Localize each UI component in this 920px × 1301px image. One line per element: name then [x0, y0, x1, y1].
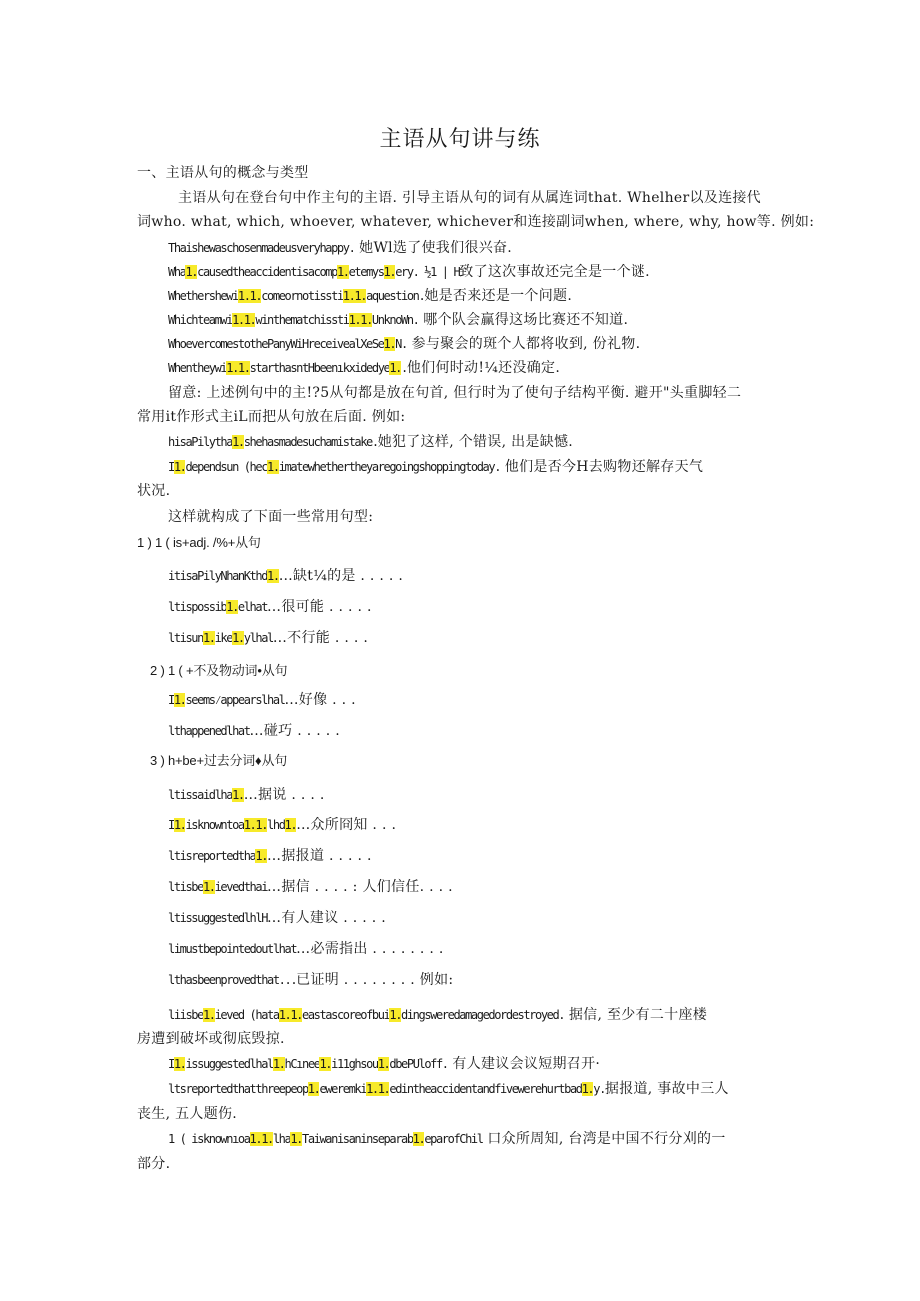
text-span: ery. ½1 | H — [395, 265, 460, 279]
text-span: lhd — [267, 818, 285, 832]
text-span: etemys — [348, 265, 384, 279]
text-span: …据报道 . . . . . — [267, 848, 372, 864]
highlighted-text: 1.1. — [348, 313, 372, 327]
text-span: …据信 . . . . : 人们信任. . . . — [267, 879, 453, 895]
text-span: 参与聚会的斑个人都将收到, 份礼物. — [406, 336, 641, 352]
highlighted-text: 1.1. — [243, 818, 268, 832]
highlighted-text: 1.1. — [278, 1008, 302, 1022]
highlighted-text: 1.1. — [237, 289, 262, 303]
text-span: Wha — [168, 265, 186, 279]
example-sentence — [168, 358, 560, 378]
text-span: ike — [214, 631, 233, 645]
text-span: ylhal — [243, 631, 273, 645]
text-span: 据信, 至少有二十座楼 — [564, 1007, 708, 1023]
highlighted-text: 1. — [290, 1132, 302, 1146]
text-span: …据说 . . . . — [243, 787, 325, 803]
text-span: hisaPilytha — [168, 435, 233, 449]
highlighted-text: 1. — [173, 1057, 186, 1071]
text-span: …很可能 . . . . . — [267, 599, 372, 615]
highlighted-text: 1.1. — [342, 289, 367, 303]
text-span: winthematchissti — [255, 313, 349, 327]
highlighted-text: 1. — [383, 337, 396, 351]
text-span: …必需指出 . . . . . . . . — [296, 941, 444, 957]
text-span: …碰巧 . . . . . — [249, 723, 340, 739]
highlighted-text: 1. — [267, 460, 279, 474]
example-sentence — [168, 432, 573, 452]
text-span: Thaishewaschosenmadeusveryhappy. — [168, 241, 355, 255]
pattern-item — [168, 846, 372, 866]
text-span: 他们是否今H去购物还解存天气 — [500, 459, 704, 475]
highlighted-text: 1. — [267, 569, 279, 583]
highlighted-text: 1.1. — [249, 1132, 273, 1146]
text-span: issuggestedlhal — [185, 1057, 273, 1071]
text-span: Whentheywi — [168, 361, 227, 375]
paragraph-line: 词who. what, which, whoever, whatever, whichever和连接副词when, where, why, how等. 例如: — [137, 214, 815, 230]
text-span: I — [168, 818, 174, 832]
text-span: dependsun (hec — [185, 460, 268, 474]
highlighted-text: 1. — [272, 1057, 285, 1071]
highlighted-text: 1.1. — [232, 313, 256, 327]
text-span: I — [168, 460, 174, 474]
text-span: lthappenedlhat — [168, 724, 250, 738]
pattern-item — [168, 970, 453, 990]
example-sentence — [168, 457, 703, 477]
text-span: eastascoreofbui — [302, 1008, 390, 1022]
pattern-item — [168, 785, 325, 805]
text-span: elhat — [237, 600, 268, 614]
page-title: 主语从句讲与练 — [379, 127, 541, 152]
highlighted-text: 1. — [284, 818, 297, 832]
note-line: 留意: 上述例句中的主!?5从句都是放在句首, 但行时为了使句子结构平衡. 避开"头重脚轻二 — [168, 385, 742, 401]
text-span: 她犯了这样, 个错误, 出是缺憾. — [377, 434, 574, 450]
highlighted-text: 1. — [307, 1082, 320, 1096]
text-span: causedtheaccidentisacomp — [197, 265, 337, 279]
text-span: edintheaccidentandfivewerehurtbad — [389, 1082, 582, 1096]
text-span: . — [401, 361, 407, 375]
pattern-item — [168, 939, 444, 959]
highlighted-text: 1. — [232, 788, 244, 802]
pattern-item — [168, 597, 372, 617]
highlighted-text: 1. — [202, 631, 215, 645]
text-span: ievedthai — [214, 880, 268, 894]
example-sentence — [168, 238, 512, 258]
text-span: 她是否来还是一个问题. — [424, 288, 573, 304]
text-span: lha — [272, 1132, 291, 1146]
highlighted-text: 1. — [173, 818, 186, 832]
pattern-item — [168, 721, 340, 741]
highlighted-text: 1. — [226, 600, 238, 614]
highlighted-text: 1. — [185, 265, 198, 279]
highlighted-text: 1.1. — [226, 361, 250, 375]
text-span: eweremki — [319, 1082, 367, 1096]
text-span: aquestion. — [366, 289, 425, 303]
highlighted-text: 1. — [202, 880, 215, 894]
highlighted-text: 1. — [232, 631, 244, 645]
text-span: 他们何时动!¼还没确定. — [406, 360, 561, 376]
highlighted-text: 1. — [319, 1057, 332, 1071]
highlighted-text: 1. — [232, 435, 244, 449]
example-sentence — [168, 1079, 729, 1099]
text-span: lthasbeenprovedthat... — [168, 973, 297, 987]
paragraph-line: 状况. — [137, 483, 171, 499]
text-span: …好像 . . . — [284, 692, 356, 708]
paragraph-line: 这样就构成了下面一些常用句型: — [168, 509, 374, 525]
text-span: itisaPilyNhanKthd — [168, 569, 268, 583]
pattern-heading: 3 ) h+be+过去分词♦从句 — [150, 753, 288, 768]
text-span: hCınee — [284, 1057, 320, 1071]
text-span: …众所冏知 . . . — [296, 817, 397, 833]
text-span: ltisreportedtha — [168, 849, 256, 863]
highlighted-text: 1. — [202, 1008, 215, 1022]
text-span: 已证明 . . . . . . . . 例如: — [296, 972, 454, 988]
note-line: 常用it作形式主iL而把从句放在后面. 例如: — [137, 409, 406, 425]
text-span: ltissaidlha — [168, 788, 233, 802]
text-span: 她Wl选了使我们很兴奋. — [354, 240, 513, 256]
highlighted-text: 1. — [389, 1008, 402, 1022]
text-span: 哪个队会赢得这场比赛还不知道. — [418, 312, 629, 328]
text-span: starthasntHbeenıkxidedye — [249, 361, 390, 375]
pattern-heading: 1 ) 1 ( is+adj. /%+从句 — [137, 535, 261, 550]
text-span: …不行能 . . . . — [272, 630, 369, 646]
pattern-item — [168, 566, 403, 586]
text-span: eparofChil — [424, 1132, 483, 1146]
text-span: 据报道, 事故中三人 — [604, 1081, 729, 1097]
text-span: seems⁄appearslhal — [185, 693, 285, 707]
text-span: UnknoWn. — [371, 313, 419, 327]
pattern-item — [168, 628, 368, 648]
text-span: WhoevercomestothePanyWiHreceivealXeSe — [168, 337, 384, 351]
text-span: ltisun — [168, 631, 203, 645]
highlighted-text: 1. — [581, 1082, 594, 1096]
pattern-heading: 2 ) 1 ( +不及物动词•从句 — [150, 663, 288, 678]
text-span: imatewhethertheyaregoingshoppingtoday. — [278, 460, 501, 474]
pattern-item — [168, 815, 396, 835]
text-span: Taiwanisaninseparab — [302, 1132, 413, 1146]
highlighted-text: 1. — [255, 849, 268, 863]
pattern-item — [168, 877, 453, 897]
highlighted-text: 1.1. — [366, 1082, 390, 1096]
paragraph-line: 房遭到破坏或彻底毁掠. — [137, 1031, 285, 1047]
text-span: ltissuggestedlhlH — [168, 911, 268, 925]
section-heading: 一、主语从句的概念与类型 — [137, 165, 309, 181]
text-span: i11ghsou — [331, 1057, 378, 1071]
example-sentence — [168, 286, 572, 306]
example-sentence — [168, 262, 650, 282]
highlighted-text: 1. — [173, 693, 186, 707]
text-span: comeornotissti — [261, 289, 343, 303]
paragraph-line: 主语从句在登台句中作主句的主语. 引导主语从句的词有从属连词that. Whelher以及连接代 — [178, 190, 761, 206]
text-span: I — [168, 693, 174, 707]
text-span: shehasmadesuchamistake. — [243, 435, 378, 449]
text-span: 1 ( isknownıoa — [168, 1132, 250, 1146]
example-sentence — [168, 1005, 707, 1025]
text-span: 口众所周知, 台湾是中国不行分刈的一 — [482, 1131, 726, 1147]
text-span: isknowntoa — [185, 818, 244, 832]
highlighted-text: 1. — [173, 460, 186, 474]
text-span: I — [168, 1057, 174, 1071]
text-span: …缺t¼的是 . . . . . — [278, 568, 404, 584]
text-span: ltsreportedthatthreepeop — [168, 1082, 308, 1096]
text-span: Whethershewi — [168, 289, 238, 303]
pattern-item — [168, 908, 386, 928]
text-span: ltisbe — [168, 880, 203, 894]
highlighted-text: 1. — [383, 265, 396, 279]
text-span: dingsweredamagedordestroyed. — [401, 1008, 565, 1022]
paragraph-line: 丧生, 五人题伤. — [137, 1106, 238, 1122]
text-span: liisbe — [168, 1008, 203, 1022]
paragraph-line: 部分. — [137, 1156, 171, 1172]
text-span: 有人建议会议短期召开· — [447, 1056, 601, 1072]
highlighted-text: 1. — [336, 265, 349, 279]
example-sentence — [168, 310, 628, 330]
text-span: …有人建议 . . . . . — [267, 910, 387, 926]
text-span: ltispossib — [168, 600, 227, 614]
text-span: dbePUloff. — [389, 1057, 448, 1071]
pattern-item — [168, 690, 356, 710]
text-span: N. — [395, 337, 407, 351]
highlighted-text: 1. — [377, 1057, 390, 1071]
text-span: 致了这次事故还完全是一个谜. — [459, 264, 650, 280]
text-span: limustbepointedoutlhat — [168, 942, 297, 956]
highlighted-text: 1. — [412, 1132, 425, 1146]
example-sentence — [168, 334, 640, 354]
text-span: y. — [593, 1082, 605, 1096]
highlighted-text: 1. — [389, 361, 402, 375]
text-span: ieved (hata — [214, 1008, 279, 1022]
text-span: Whichteamwi — [168, 313, 233, 327]
example-sentence — [168, 1129, 726, 1149]
example-sentence — [168, 1054, 600, 1074]
